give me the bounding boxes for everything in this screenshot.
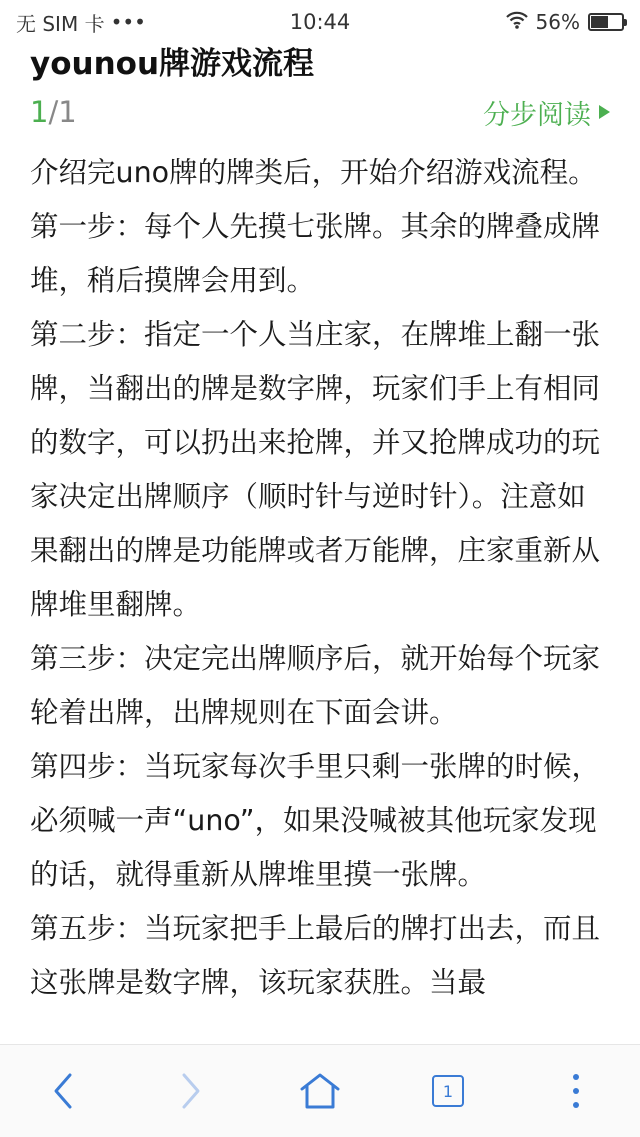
paragraph: 第一步：每个人先摸七张牌。其余的牌叠成牌堆，稍后摸牌会用到。: [30, 210, 601, 297]
article-meta-row: [30, 90, 610, 134]
tabs-icon: [432, 1075, 464, 1107]
paragraph: 第二步：指定一个人当庄家，在牌堆上翻一张牌，当翻出的牌是数字牌，玩家们手上有相同的数字，可以扔出来抢牌，并又抢牌成功的玩家决定出牌顺序（顺时针与逆时针）。注意如果翻出的牌是功能牌或者万能牌，庄家重新从牌堆里翻牌。: [30, 318, 601, 621]
page-indicator: [30, 95, 77, 129]
article-title: younou牌游戏流程: [30, 46, 315, 82]
paragraph: 介绍完uno牌的牌类后，开始介绍游戏流程。: [30, 156, 597, 189]
paragraph: 第五步：当玩家把手上最后的牌打出去，而且这张牌是数字牌，该玩家获胜。当最: [30, 912, 601, 999]
more-button[interactable]: [552, 1067, 600, 1115]
page-total: /1: [48, 95, 77, 129]
home-button[interactable]: [296, 1067, 344, 1115]
page-current: 1: [30, 95, 49, 129]
clock: 10:44: [289, 10, 351, 34]
forward-icon: [176, 1071, 204, 1111]
paragraph: 第三步：决定完出牌顺序后，就开始每个玩家轮着出牌，出牌规则在下面会讲。: [30, 642, 601, 729]
battery-level-fill: [591, 16, 608, 28]
browser-toolbar: [0, 1044, 640, 1137]
battery-icon: [588, 13, 624, 31]
more-icon: [570, 1071, 582, 1111]
back-button[interactable]: [40, 1067, 88, 1115]
signal-dots-icon: •••: [110, 10, 146, 34]
battery-percent: 56%: [535, 10, 580, 34]
status-left: [16, 8, 146, 37]
article-body: [30, 146, 610, 1034]
tabs-button[interactable]: [424, 1067, 472, 1115]
paragraph: 第四步：当玩家每次手里只剩一张牌的时候，必须喊一声“uno”，如果没喊被其他玩家发现的话，就得重新从牌堆里摸一张牌。: [30, 750, 601, 891]
step-read-button[interactable]: [483, 93, 610, 132]
step-read-label: 分步阅读: [483, 99, 591, 131]
home-icon: [298, 1071, 342, 1111]
wifi-icon: [506, 10, 528, 34]
carrier-label: 无 SIM 卡: [16, 11, 105, 36]
status-right: [506, 10, 624, 34]
back-icon: [50, 1071, 78, 1111]
tab-count: 1: [442, 1081, 454, 1101]
play-icon: [599, 105, 610, 119]
forward-button[interactable]: [166, 1067, 214, 1115]
